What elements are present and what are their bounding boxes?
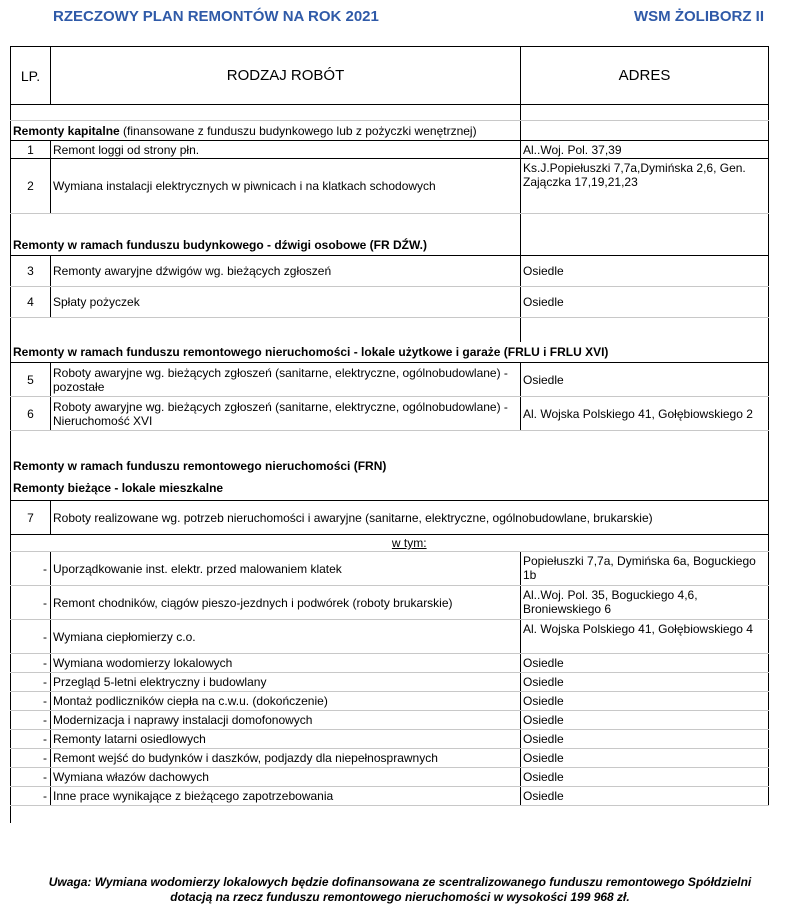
spacer-row xyxy=(11,806,769,823)
table-row xyxy=(11,501,769,535)
spacer-row xyxy=(11,214,769,235)
row-address: Osiedle xyxy=(521,730,769,749)
row-lp: - xyxy=(11,654,51,673)
row-lp: 2 xyxy=(11,159,51,214)
table-row xyxy=(11,654,769,673)
row-lp: - xyxy=(11,586,51,620)
table-row xyxy=(11,159,769,214)
renovation-plan-table xyxy=(10,46,769,823)
row-lp: - xyxy=(11,768,51,787)
row-address: Osiedle xyxy=(521,673,769,692)
row-lp: 3 xyxy=(11,256,51,287)
row-work: Remont wejść do budynków i daszków, podjazdy dla niepełnosprawnych xyxy=(51,749,521,768)
spacer-row xyxy=(11,318,769,342)
spacer-row xyxy=(11,105,769,121)
row-lp: 1 xyxy=(11,141,51,159)
row-work: Remont loggi od strony płn. xyxy=(51,141,521,159)
row-address: Al. Wojska Polskiego 41, Gołębiowskiego 2 xyxy=(521,397,769,431)
table-row xyxy=(11,749,769,768)
row-address: Osiedle xyxy=(521,692,769,711)
footnote-line-1: Uwaga: Wymiana wodomierzy lokalowych będzie dofinansowana ze scentralizowanego funduszu remontowego Spółdzielni xyxy=(48,875,752,889)
row-work: Remont chodników, ciągów pieszo-jezdnych i podwórek (roboty brukarskie) xyxy=(51,586,521,620)
row-lp: 6 xyxy=(11,397,51,431)
row-work: Uporządkowanie inst. elektr. przed malowaniem klatek xyxy=(51,552,521,586)
row-work: Roboty realizowane wg. potrzeb nieruchomości i awaryjne (sanitarne, elektryczne, ogólnobudowlane, brukarskie) xyxy=(51,501,769,535)
row-work: Wymiana ciepłomierzy c.o. xyxy=(51,620,521,654)
section-note: (finansowane z funduszu budynkowego lub z pożyczki wenętrznej) xyxy=(123,123,477,138)
row-work: Inne prace wynikające z bieżącego zapotrzebowania xyxy=(51,787,521,806)
table-row xyxy=(11,711,769,730)
table-row xyxy=(11,787,769,806)
row-lp: 7 xyxy=(11,501,51,535)
section-row xyxy=(11,235,769,256)
footnote xyxy=(0,875,800,905)
row-address: Osiedle xyxy=(521,787,769,806)
in-which-label: w tym: xyxy=(51,535,769,552)
row-work: Roboty awaryjne wg. bieżących zgłoszeń (sanitarne, elektryczne, ogólnobudowlane) - Nieruchomość XVI xyxy=(51,397,521,431)
row-address: Popiełuszki 7,7a, Dymińska 6a, Boguckiego 1b xyxy=(521,552,769,586)
row-address: Al..Woj. Pol. 37,39 xyxy=(521,141,769,159)
row-work: Wymiana instalacji elektrycznych w piwnicach i na klatkach schodowych xyxy=(51,159,521,214)
row-work: Montaż podliczników ciepła na c.w.u. (dokończenie) xyxy=(51,692,521,711)
row-lp: - xyxy=(11,787,51,806)
table-row xyxy=(11,397,769,431)
row-lp: - xyxy=(11,673,51,692)
table-row xyxy=(11,673,769,692)
row-lp: - xyxy=(11,711,51,730)
organization-name: WSM ŻOLIBORZ II xyxy=(634,8,764,25)
row-work: Przegląd 5-letni elektryczny i budowlany xyxy=(51,673,521,692)
row-address: Osiedle xyxy=(521,256,769,287)
row-address: Al..Woj. Pol. 35, Boguckiego 4,6, Broniewskiego 6 xyxy=(521,586,769,620)
row-work: Modernizacja i naprawy instalacji domofonowych xyxy=(51,711,521,730)
spacer-row xyxy=(11,431,769,456)
footnote-line-2: dotacją na rzecz funduszu remontowego nieruchomości w wysokości 199 968 zł. xyxy=(170,890,630,904)
section-row xyxy=(11,121,769,141)
row-address: Osiedle xyxy=(521,654,769,673)
row-work: Wymiana włazów dachowych xyxy=(51,768,521,787)
row-lp: - xyxy=(11,552,51,586)
row-address: Osiedle xyxy=(521,749,769,768)
section-title: Remonty w ramach funduszu budynkowego - dźwigi osobowe (FR DŹW.) xyxy=(11,235,521,256)
table-row xyxy=(11,363,769,397)
document-title: RZECZOWY PLAN REMONTÓW NA ROK 2021 xyxy=(53,8,379,25)
header-address: ADRES xyxy=(521,47,769,105)
row-address: Osiedle xyxy=(521,711,769,730)
table-row xyxy=(11,692,769,711)
table-row xyxy=(11,620,769,654)
row-address: Osiedle xyxy=(521,363,769,397)
renovation-plan-sheet xyxy=(10,46,767,823)
row-work: Remonty awaryjne dźwigów wg. bieżących zgłoszeń xyxy=(51,256,521,287)
table-row xyxy=(11,256,769,287)
section-row xyxy=(11,477,769,501)
table-row xyxy=(11,768,769,787)
row-lp: - xyxy=(11,730,51,749)
row-lp: 5 xyxy=(11,363,51,397)
table-row xyxy=(11,730,769,749)
table-row xyxy=(11,552,769,586)
table-row xyxy=(11,141,769,159)
section-title: Remonty w ramach funduszu remontowego nieruchomości - lokale użytkowe i garaże (FRLU i FRLU XVI) xyxy=(11,342,769,363)
row-address: Ks.J.Popiełuszki 7,7a,Dymińska 2,6, Gen. Zajączka 17,19,21,23 xyxy=(521,159,769,214)
row-address: Osiedle xyxy=(521,768,769,787)
section-row xyxy=(11,342,769,363)
section-subtitle: Remonty bieżące - lokale mieszkalne xyxy=(11,477,769,501)
row-lp: - xyxy=(11,749,51,768)
table-header-row xyxy=(11,47,769,105)
row-lp: - xyxy=(11,692,51,711)
row-lp: 4 xyxy=(11,287,51,318)
table-row xyxy=(11,287,769,318)
row-work: Roboty awaryjne wg. bieżących zgłoszeń (sanitarne, elektryczne, ogólnobudowlane) - pozostałe xyxy=(51,363,521,397)
section-row xyxy=(11,456,769,477)
header-work-type: RODZAJ ROBÓT xyxy=(51,47,521,105)
in-which-row xyxy=(11,535,769,552)
table-row xyxy=(11,586,769,620)
row-work: Remonty latarni osiedlowych xyxy=(51,730,521,749)
row-address: Al. Wojska Polskiego 41, Gołębiowskiego 4 xyxy=(521,620,769,654)
row-work: Spłaty pożyczek xyxy=(51,287,521,318)
row-work: Wymiana wodomierzy lokalowych xyxy=(51,654,521,673)
row-lp: - xyxy=(11,620,51,654)
header-lp: LP. xyxy=(11,47,51,105)
section-title: Remonty w ramach funduszu remontowego nieruchomości (FRN) xyxy=(11,456,769,477)
section-title: Remonty kapitalne (finansowane z funduszu budynkowego lub z pożyczki wenętrznej) xyxy=(11,121,521,141)
row-address: Osiedle xyxy=(521,287,769,318)
